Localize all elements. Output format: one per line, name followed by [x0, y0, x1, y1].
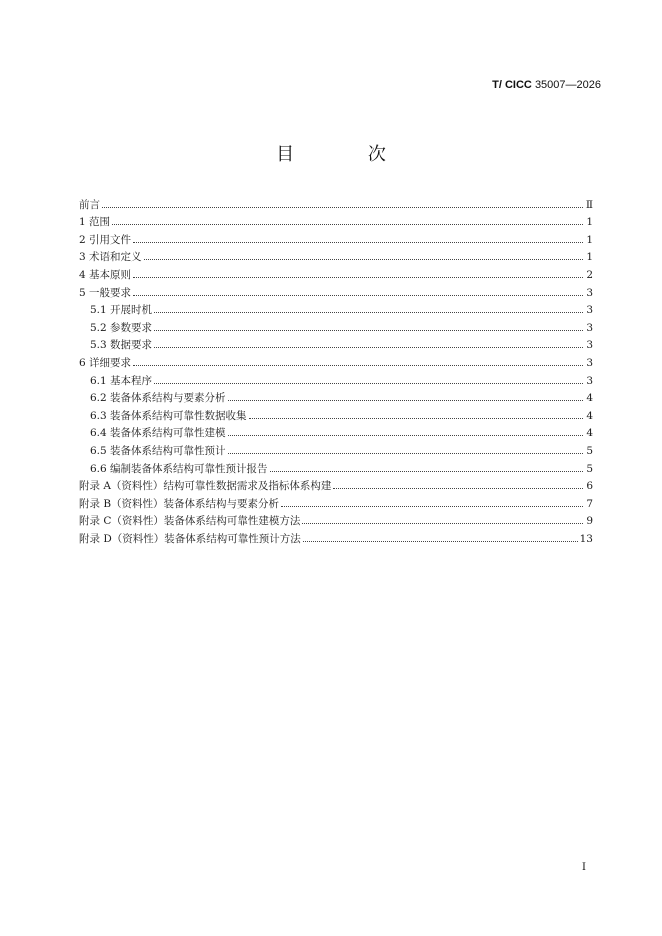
- toc-entry[interactable]: [79, 476, 593, 494]
- toc-leader-dots: [154, 346, 583, 348]
- toc-entry[interactable]: [79, 212, 593, 230]
- toc-leader-dots: [302, 522, 583, 524]
- toc-entry-page: 3: [586, 356, 593, 369]
- toc-entry-label: 6.5 装备体系结构可靠性预计: [90, 444, 226, 457]
- standard-code: [492, 79, 601, 91]
- toc-entry-page: 4: [586, 392, 593, 405]
- toc-entry-page: 4: [586, 427, 593, 440]
- toc-leader-dots: [270, 470, 583, 472]
- toc-entry[interactable]: [79, 388, 593, 406]
- toc-entry-page: 3: [586, 339, 593, 352]
- toc-entry[interactable]: [79, 335, 593, 353]
- toc-leader-dots: [154, 311, 583, 313]
- toc-entry-label: 6.2 装备体系结构与要素分析: [90, 392, 226, 405]
- toc-leader-dots: [228, 399, 583, 401]
- toc-leader-dots: [112, 223, 583, 225]
- toc-entry-label: 5 一般要求: [79, 286, 132, 299]
- toc-entry-label: 6.6 编制装备体系结构可靠性预计报告: [90, 462, 268, 475]
- toc-leader-dots: [144, 258, 583, 260]
- toc-entry-page: 1: [586, 216, 593, 229]
- toc-entry-label: 附录 C（资料性）装备体系结构可靠性建模方法: [79, 515, 301, 528]
- toc-leader-dots: [133, 294, 583, 296]
- toc-entry-label: 5.3 数据要求: [90, 339, 153, 352]
- toc-entry-page: 1: [586, 251, 593, 264]
- toc-entry[interactable]: [79, 247, 593, 265]
- toc-entry[interactable]: [79, 194, 593, 212]
- toc-entry[interactable]: [79, 440, 593, 458]
- toc-leader-dots: [133, 364, 583, 366]
- toc-entry-page: 5: [586, 444, 593, 457]
- toc-entry-label: 6.4 装备体系结构可靠性建模: [90, 427, 226, 440]
- toc-entry[interactable]: [79, 458, 593, 476]
- toc-title: 目 次: [276, 144, 420, 165]
- table-of-contents: [79, 194, 593, 546]
- toc-leader-dots: [133, 276, 583, 278]
- standard-code-number: 35007—2026: [534, 79, 601, 91]
- toc-entry-label: 2 引用文件: [79, 233, 132, 246]
- toc-entry[interactable]: [79, 370, 593, 388]
- toc-entry[interactable]: [79, 352, 593, 370]
- toc-entry-label: 前言: [79, 198, 100, 211]
- toc-entry-page: 1: [586, 233, 593, 246]
- toc-entry-label: 5.1 开展时机: [90, 304, 153, 317]
- toc-leader-dots: [133, 241, 583, 243]
- toc-entry[interactable]: [79, 528, 593, 546]
- toc-leader-dots: [228, 434, 583, 436]
- toc-leader-dots: [333, 487, 583, 489]
- toc-leader-dots: [228, 452, 583, 454]
- toc-leader-dots: [154, 329, 583, 331]
- toc-entry-page: 3: [586, 304, 593, 317]
- toc-entry-page: 5: [586, 462, 593, 475]
- toc-entry[interactable]: [79, 317, 593, 335]
- toc-entry-label: 1 范围: [79, 216, 111, 229]
- toc-leader-dots: [249, 417, 583, 419]
- toc-entry[interactable]: [79, 264, 593, 282]
- toc-entry-page: 2: [586, 268, 593, 281]
- toc-entry-page: 4: [586, 409, 593, 422]
- page-number: I: [582, 862, 586, 873]
- toc-entry-page: 6: [586, 480, 593, 493]
- toc-entry-label: 6 详细要求: [79, 356, 132, 369]
- toc-entry[interactable]: [79, 511, 593, 529]
- toc-leader-dots: [281, 505, 583, 507]
- toc-entry-label: 6.1 基本程序: [90, 374, 153, 387]
- toc-entry[interactable]: [79, 493, 593, 511]
- toc-leader-dots: [102, 206, 583, 208]
- toc-entry[interactable]: [79, 423, 593, 441]
- toc-entry-page: Ⅱ: [585, 198, 593, 211]
- toc-entry-label: 3 术语和定义: [79, 251, 142, 264]
- toc-entry-page: 13: [579, 532, 593, 545]
- toc-entry[interactable]: [79, 405, 593, 423]
- toc-entry-page: 3: [586, 374, 593, 387]
- toc-leader-dots: [303, 540, 578, 542]
- toc-leader-dots: [154, 382, 583, 384]
- toc-entry[interactable]: [79, 229, 593, 247]
- toc-entry-label: 附录 D（资料性）装备体系结构可靠性预计方法: [79, 532, 301, 545]
- toc-entry-label: 附录 B（资料性）装备体系结构与要素分析: [79, 497, 280, 510]
- toc-entry-page: 3: [586, 321, 593, 334]
- toc-entry-label: 4 基本原则: [79, 268, 132, 281]
- toc-entry-page: 3: [586, 286, 593, 299]
- toc-entry-page: 9: [586, 515, 593, 528]
- toc-entry[interactable]: [79, 282, 593, 300]
- toc-entry-page: 7: [586, 497, 593, 510]
- toc-entry-label: 6.3 装备体系结构可靠性数据收集: [90, 409, 247, 422]
- toc-entry[interactable]: [79, 300, 593, 318]
- toc-entry-label: 5.2 参数要求: [90, 321, 153, 334]
- standard-code-prefix: T/ CICC: [492, 79, 532, 91]
- toc-entry-label: 附录 A（资料性）结构可靠性数据需求及指标体系构建: [79, 480, 332, 493]
